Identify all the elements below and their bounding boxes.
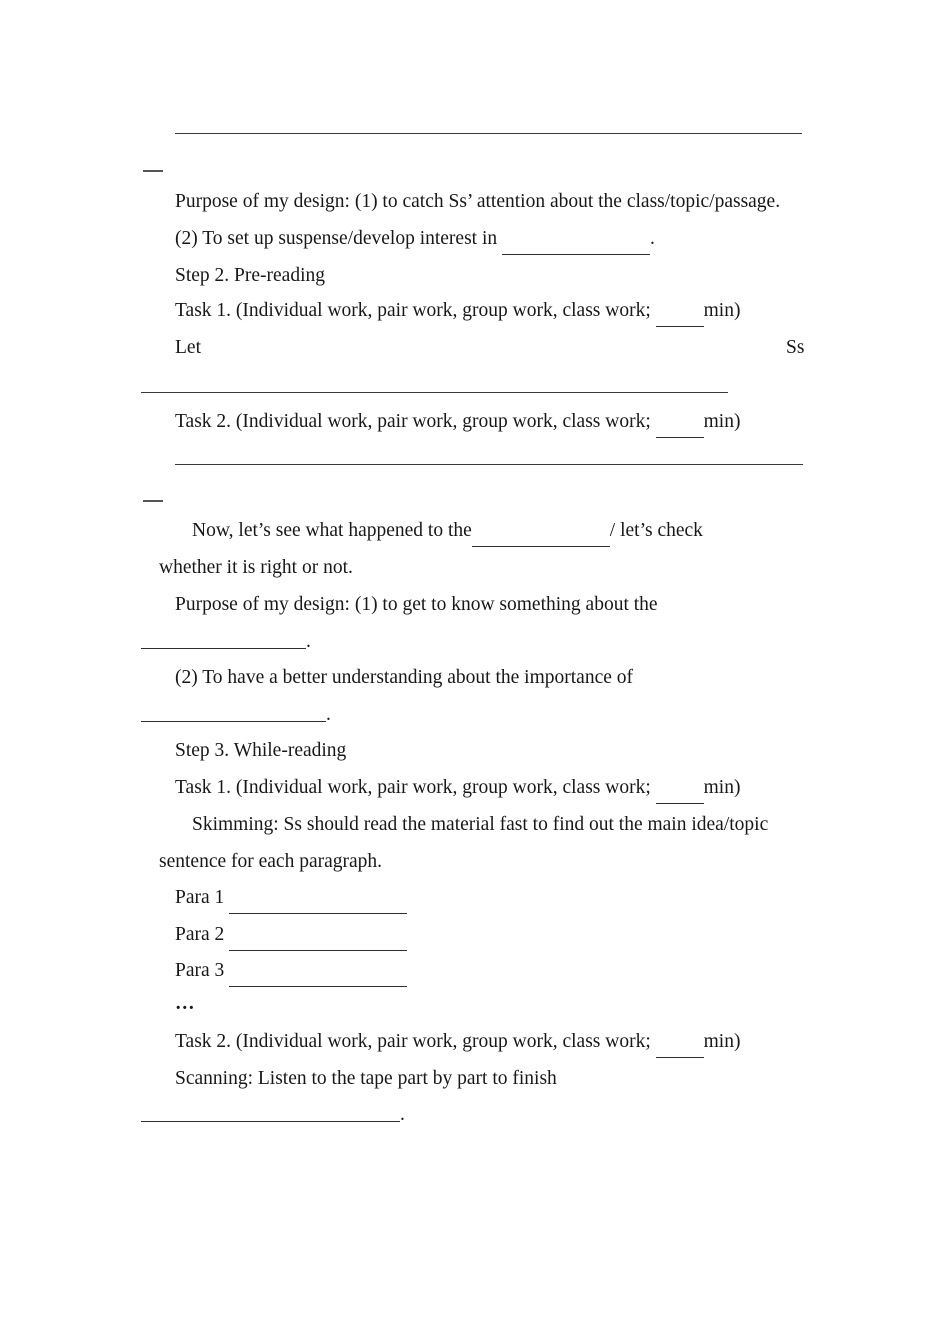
- horizontal-rule-after-let: [141, 392, 728, 393]
- fill-blank-para-1[interactable]: [229, 889, 407, 914]
- fill-blank-para-3[interactable]: [229, 962, 407, 987]
- purpose2-line-2: (2) To have a better understanding about the importance of: [175, 667, 633, 688]
- purpose2-line-1: Purpose of my design: (1) to get to know something about the: [175, 594, 658, 615]
- fill-blank-para-2[interactable]: [229, 926, 407, 951]
- now-lets-see-text: Now, let’s see what happened to the: [192, 520, 472, 541]
- scanning-period: .: [400, 1104, 405, 1125]
- horizontal-rule-top: [175, 133, 802, 134]
- heading-step-3-while-reading: Step 3. While-reading: [175, 740, 347, 761]
- task-1-step-2-min-label: min): [703, 300, 741, 321]
- para-2-label: Para 2: [175, 924, 225, 945]
- fill-blank-task-1-step-2-minutes[interactable]: [656, 302, 704, 327]
- margin-dash-mark-1: [143, 170, 163, 172]
- fill-blank-scanning[interactable]: [141, 1121, 400, 1122]
- para-1-label: Para 1: [175, 887, 225, 908]
- task-2-step-3-text: Task 2. (Individual work, pair work, group work, class work;: [175, 1031, 651, 1052]
- let-word: Let: [175, 337, 201, 358]
- purpose2-line-2-period: .: [326, 704, 331, 725]
- task-2-step-2-line: [175, 410, 740, 438]
- task-2-step-2-min-label: min): [703, 411, 741, 432]
- now-lets-see-line: [192, 519, 703, 547]
- purpose-of-design-line-1: Purpose of my design: (1) to catch Ss’ attention about the class/topic/passage.: [175, 191, 781, 212]
- ellipsis-marker: …: [175, 993, 196, 1014]
- fill-blank-task-1-step-3-minutes[interactable]: [656, 779, 704, 804]
- ss-word: Ss: [786, 337, 805, 358]
- task-2-step-2-text: Task 2. (Individual work, pair work, group work, class work;: [175, 411, 651, 432]
- scanning-line: Scanning: Listen to the tape part by part to finish: [175, 1068, 557, 1089]
- purpose-of-design-line-2-period: .: [650, 228, 655, 249]
- para-3-label: Para 3: [175, 960, 225, 981]
- fill-blank-interest-in[interactable]: [502, 230, 650, 255]
- para-2-row: [175, 923, 407, 951]
- skimming-line-1: Skimming: Ss should read the material fast to find out the main idea/topic: [192, 814, 769, 835]
- purpose-of-design-line-2: [175, 227, 655, 255]
- fill-blank-purpose2-2[interactable]: [141, 721, 326, 722]
- fill-blank-purpose2-1[interactable]: [141, 648, 306, 649]
- fill-blank-task-2-step-2-minutes[interactable]: [656, 413, 704, 438]
- margin-dash-mark-2: [143, 500, 163, 502]
- heading-step-2-pre-reading: Step 2. Pre-reading: [175, 265, 326, 286]
- fill-blank-task-2-step-3-minutes[interactable]: [656, 1033, 704, 1058]
- para-1-row: [175, 886, 407, 914]
- task-1-step-2-text: Task 1. (Individual work, pair work, group work, class work;: [175, 300, 651, 321]
- task-1-step-2-line: [175, 299, 740, 327]
- task-1-step-3-text: Task 1. (Individual work, pair work, group work, class work;: [175, 777, 651, 798]
- fill-blank-happened-to-the[interactable]: [472, 522, 610, 547]
- task-1-step-3-line: [175, 776, 740, 804]
- horizontal-rule-after-task-2: [175, 464, 803, 465]
- purpose-of-design-line-2-text: (2) To set up suspense/develop interest in: [175, 228, 498, 249]
- task-2-step-3-min-label: min): [703, 1031, 741, 1052]
- now-lets-see-tail: / let’s check: [609, 520, 703, 541]
- para-3-row: [175, 959, 407, 987]
- task-2-step-3-line: [175, 1030, 740, 1058]
- purpose2-line-1-period: .: [306, 631, 311, 652]
- whether-it-is-right-line: whether it is right or not.: [159, 557, 353, 578]
- skimming-line-2: sentence for each paragraph.: [159, 851, 383, 872]
- task-1-step-3-min-label: min): [703, 777, 741, 798]
